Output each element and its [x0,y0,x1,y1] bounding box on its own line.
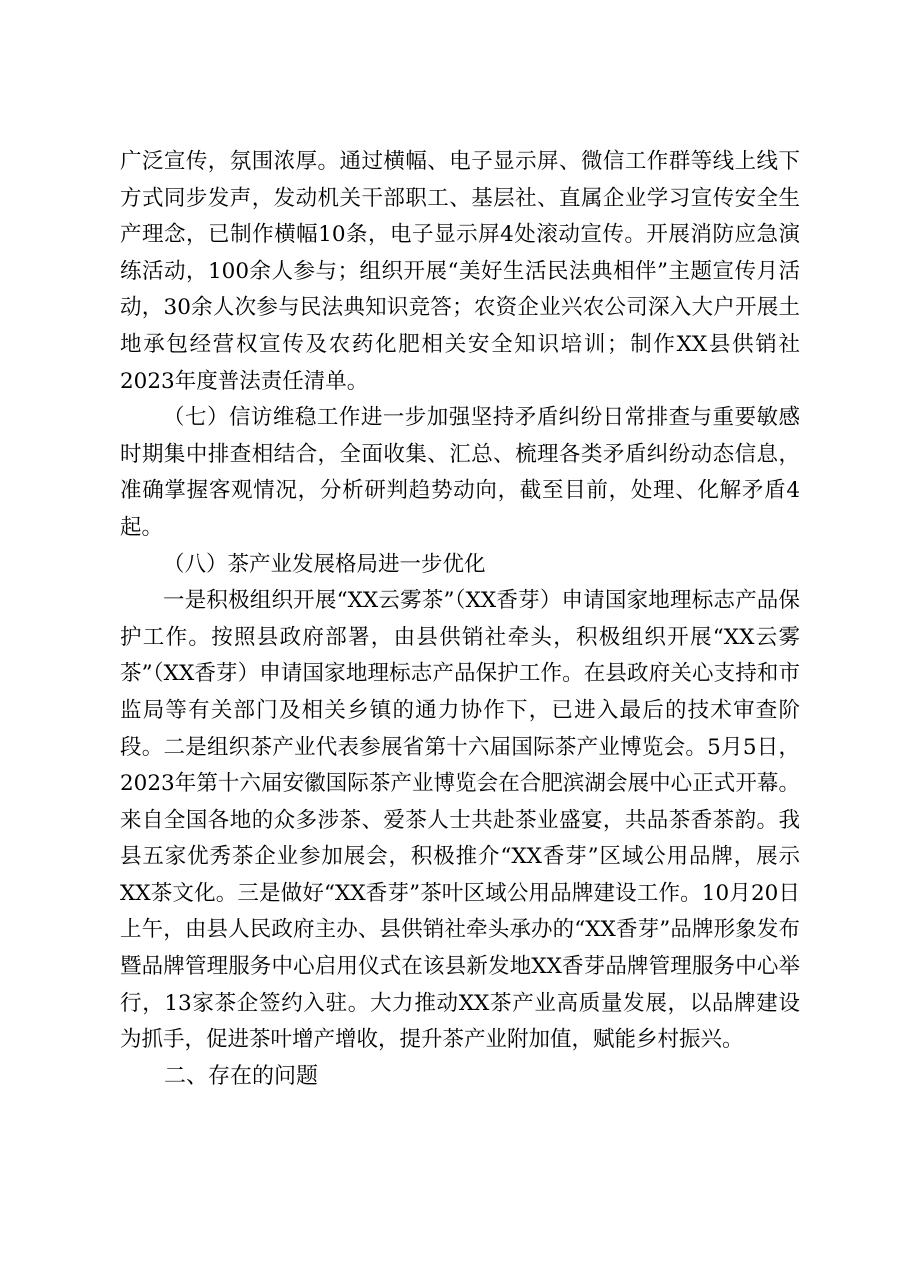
document-page [120,144,800,1095]
section-7-body: 坚持矛盾纠纷日常排查与重要敏感时期集中排查相结合，全面收集、汇总、梳理各类矛盾纠纷动态信息，准确掌握客观情况，分析研判趋势动向，截至目前，处理、化解矛盾4起。 [120,405,800,540]
section-7-paragraph [120,400,800,546]
paragraph-publicity: 广泛宣传，氛围浓厚。通过横幅、电子显示屏、微信工作群等线上线下方式同步发声，发动机关干部职工、基层社、直属企业学习宣传安全生产理念，已制作横幅10条，电子显示屏4处滚动宣传。开展消防应急演练活动，100余人参与；组织开展“美好生活民法典相伴”主题宣传月活动，30余人次参与民法典知识竞答；农资企业兴农公司深入大户开展土地承包经营权宣传及农药化肥相关安全知识培训；制作XX县供销社2023年度普法责任清单。 [120,149,800,394]
section-8-title: （八）茶产业发展格局进一步优化 [163,551,486,577]
section-8-body: 一是积极组织开展“XX云雾茶”（XX香芽）申请国家地理标志产品保护工作。按照县政府部署，由县供销社牵头，积极组织开展“XX云雾茶”（XX香芽）申请国家地理标志产品保护工作。在县政府关心支持和市监局等有关部门及相关乡镇的通力协作下，已进入最后的技术审查阶段。二是组织茶产业代表参展省第十六届国际茶产业博览会。5月5日，2023年第十六届安徽国际茶产业博览会在合肥滨湖会展中心正式开幕。来自全国各地的众多涉茶、爱茶人士共赴茶业盛宴，共品茶香茶韵。我县五家优秀茶企业参加展会，积极推介“XX香芽”区域公用品牌，展示XX茶文化。三是做好“XX香芽”茶叶区域公用品牌建设工作。10月20日上午，由县人民政府主办、县供销社牵头承办的“XX香芽”品牌形象发布暨品牌管理服务中心启用仪式在该县新发地XX香芽品牌管理服务中心举行，13家茶企签约入驻。大力推动XX茶产业高质量发展，以品牌建设为抓手，促进茶叶增产增收，提升茶产业附加值，赋能乡村振兴。 [120,588,800,1053]
section-7-title: （七）信访维稳工作进一步加强 [163,405,471,431]
section-2-heading: 二、存在的问题 [164,1063,319,1089]
